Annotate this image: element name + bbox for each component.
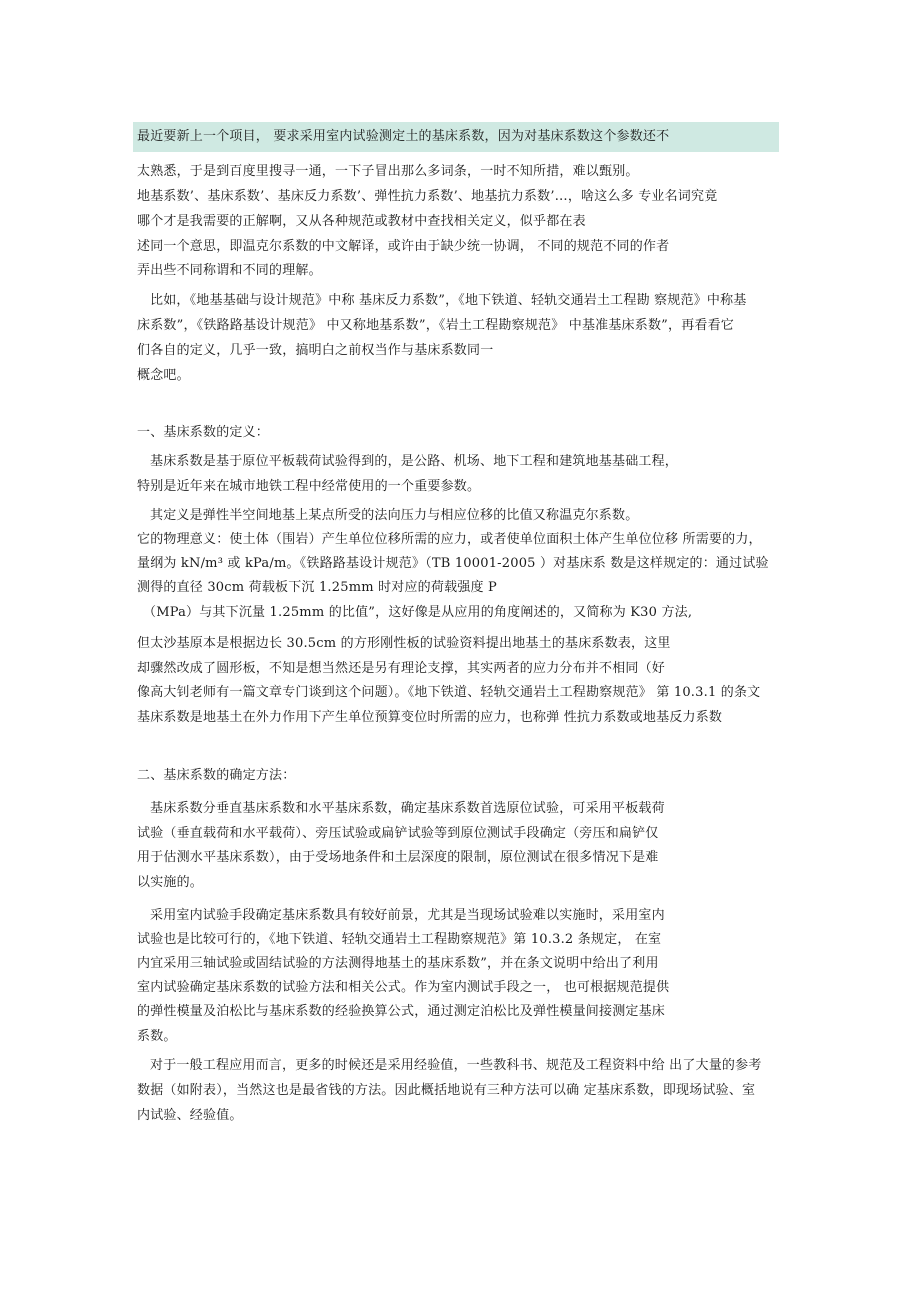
paragraph-line: 对于一般工程应用而言，更多的时候还是采用经验值，一些教科书、规范及工程资料中给 出了大量的参考 [150, 1058, 762, 1073]
paragraph-line: 床系数”，《铁路路基设计规范》 中又称地基系数”，《岩土工程勘察规范》 中基准基床系数”，再看看它 [137, 318, 735, 333]
paragraph-line: 用于估测水平基床系数），由于受场地条件和土层深度的限制，原位测试在很多情况下是难 [137, 850, 659, 865]
intro-line: 弄出些不同称谓和不同的理解。 [137, 263, 322, 278]
paragraph-line: 基床系数分垂直基床系数和水平基床系数，确定基床系数首选原位试验，可采用平板载荷 [150, 801, 665, 816]
paragraph-line: 但太沙基原本是根据边长 30.5cm 的方形刚性板的试验资料提出地基土的基床系数表，这里 [137, 636, 671, 651]
paragraph-line: 试验（垂直载荷和水平载荷）、旁压试验或扁铲试验等到原位测试手段确定（旁压和扁铲仅 [137, 826, 659, 841]
intro-line: 太熟悉，于是到百度里搜寻一通，一下子冒出那么多词条，一时不知所措，难以甄别。 [137, 164, 639, 179]
paragraph-line: 们各自的定义，几乎一致，搞明白之前权当作与基床系数同一 [137, 343, 494, 358]
paragraph-line: 内试验、经验值。 [137, 1108, 243, 1123]
paragraph-line: 采用室内试验手段确定基床系数具有较好前景，尤其是当现场试验难以实施时，采用室内 [150, 908, 665, 923]
paragraph-line: 以实施的。 [137, 875, 204, 890]
intro-line: 述同一个意思，即温克尔系数的中文解译，或许由于缺少统一协调， 不同的规范不同的作者 [137, 239, 670, 254]
paragraph-line: 其定义是弹性半空间地基上某点所受的法向压力与相应位移的比值又称温克尔系数。 [150, 508, 639, 523]
section-heading: 一、基床系数的定义： [137, 425, 270, 440]
paragraph-line: 试验也是比较可行的，《地下铁道、轻轨交通岩土工程勘察规范》第 10.3.2 条规定， 在室 [137, 932, 662, 947]
section-heading: 二、基床系数的确定方法： [137, 768, 296, 783]
paragraph-line: 特别是近年来在城市地铁工程中经常使用的一个重要参数。 [137, 479, 481, 494]
intro-line: 哪个才是我需要的正解啊，又从各种规范或教材中查找相关定义，似乎都在表 [137, 214, 586, 229]
paragraph-line: 内宜采用三轴试验或固结试验的方法测得地基土的基床系数”，并在条文说明中给出了利用 [137, 956, 659, 971]
paragraph-line: 比如，《地基基础与设计规范》中称 基床反力系数”，《地下铁道、轻轨交通岩土工程勘 察规范》中称基 [150, 293, 747, 308]
paragraph-line: 系数。 [137, 1029, 177, 1044]
paragraph-line: 测得的直径 30cm 荷载板下沉 1.25mm 时对应的荷载强度 P [137, 580, 497, 595]
paragraph-line: 基床系数是地基土在外力作用下产生单位预算变位时所需的应力，也称弹 性抗力系数或地基反力系数 [137, 710, 723, 725]
paragraph-line: 概念吧。 [137, 368, 190, 383]
paragraph-line: 它的物理意义：使土体（围岩）产生单位位移所需的应力，或者使单位面积土体产生单位位移 所需要的力， [137, 532, 762, 547]
paragraph-line: 室内试验确定基床系数的试验方法和相关公式。作为室内测试手段之一， 也可根据规范提供 [137, 980, 670, 995]
paragraph-line: 基床系数是基于原位平板载荷试验得到的，是公路、机场、地下工程和建筑地基基础工程， [150, 454, 679, 469]
paragraph-line: 数据（如附表），当然这也是最省钱的方法。因此概括地说有三种方法可以确 定基床系数，即现场试验、室 [137, 1083, 756, 1098]
intro-line: 最近要新上一个项目， 要求采用室内试验测定土的基床系数，因为对基床系数这个参数还不 [137, 129, 670, 144]
paragraph-line: 量纲为 kN/m³ 或 kPa/m。《铁路路基设计规范》（TB 10001-2005 ）对基床系 数是这样规定的：通过试验 [137, 556, 769, 571]
paragraph-line: 的弹性模量及泊松比与基床系数的经验换算公式，通过测定泊松比及弹性模量间接测定基床 [137, 1004, 666, 1019]
paragraph-line: （MPa）与其下沉量 1.25mm 的比值”，这好像是从应用的角度阐述的，又简称为 K30 方法, [143, 605, 693, 620]
intro-line: 地基系数’、基床系数’、基床反力系数’、弹性抗力系数’、地基抗力系数’…，啥这么多 专业名词究竟 [137, 189, 718, 204]
paragraph-line: 像高大钊老师有一篇文章专门谈到这个问题）。《地下铁道、轻轨交通岩土工程勘察规范》 第 10.3.1 的条文 [137, 685, 761, 700]
paragraph-line: 却骤然改成了圆形板，不知是想当然还是另有理论支撑，其实两者的应力分布并不相同（好 [137, 661, 666, 676]
